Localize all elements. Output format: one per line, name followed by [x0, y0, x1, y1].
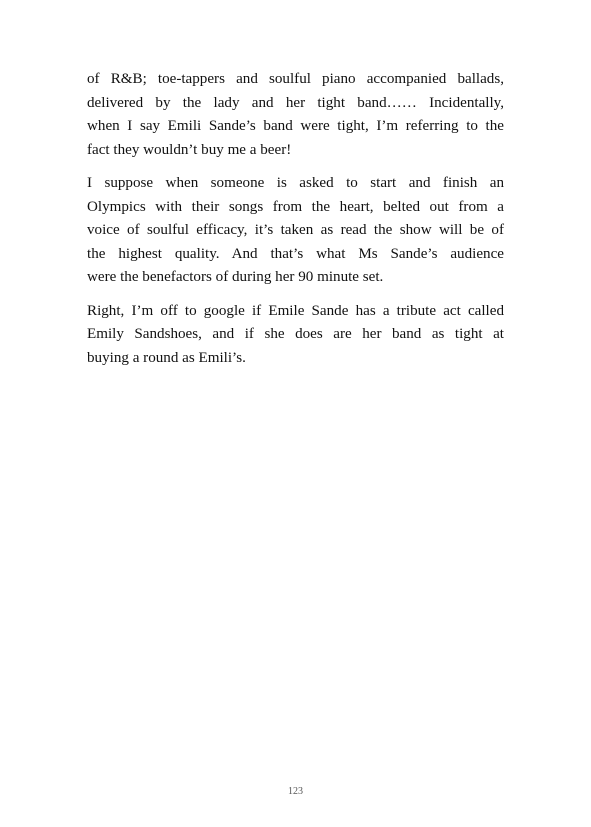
text-line: were the benefactors of during her 90 minute set. [87, 269, 384, 285]
text-line: of R&B; toe-tappers and soulful piano accompanied ballads, [87, 71, 504, 87]
body-text [87, 68, 504, 370]
text-line: Right, I’m off to google if Emile Sande has a tribute act called [87, 302, 504, 319]
paragraph-3 [87, 300, 504, 371]
text-line: I suppose when someone is asked to start and finish an [87, 175, 504, 191]
text-line: when I say Emili Sande’s band were tight, I’m referring to the [87, 118, 504, 134]
text-line: Olympics with their songs from the heart, belted out from a [87, 198, 504, 215]
text-line: buying a round as Emili’s. [87, 349, 246, 366]
text-line: voice of soulful efficacy, it’s taken as read the show will be of [87, 222, 504, 238]
text-line: fact they wouldn’t buy me a beer! [87, 141, 292, 158]
paragraph-1 [87, 68, 504, 162]
paragraph-2 [87, 172, 504, 290]
text-line: Emily Sandshoes, and if she does are her band as tight at [87, 326, 504, 342]
text-line: the highest quality. And that’s what Ms Sande’s audience [87, 245, 504, 262]
text-line: delivered by the lady and her tight band…… Incidentally, [87, 94, 504, 111]
page-number: 123 [288, 786, 303, 797]
